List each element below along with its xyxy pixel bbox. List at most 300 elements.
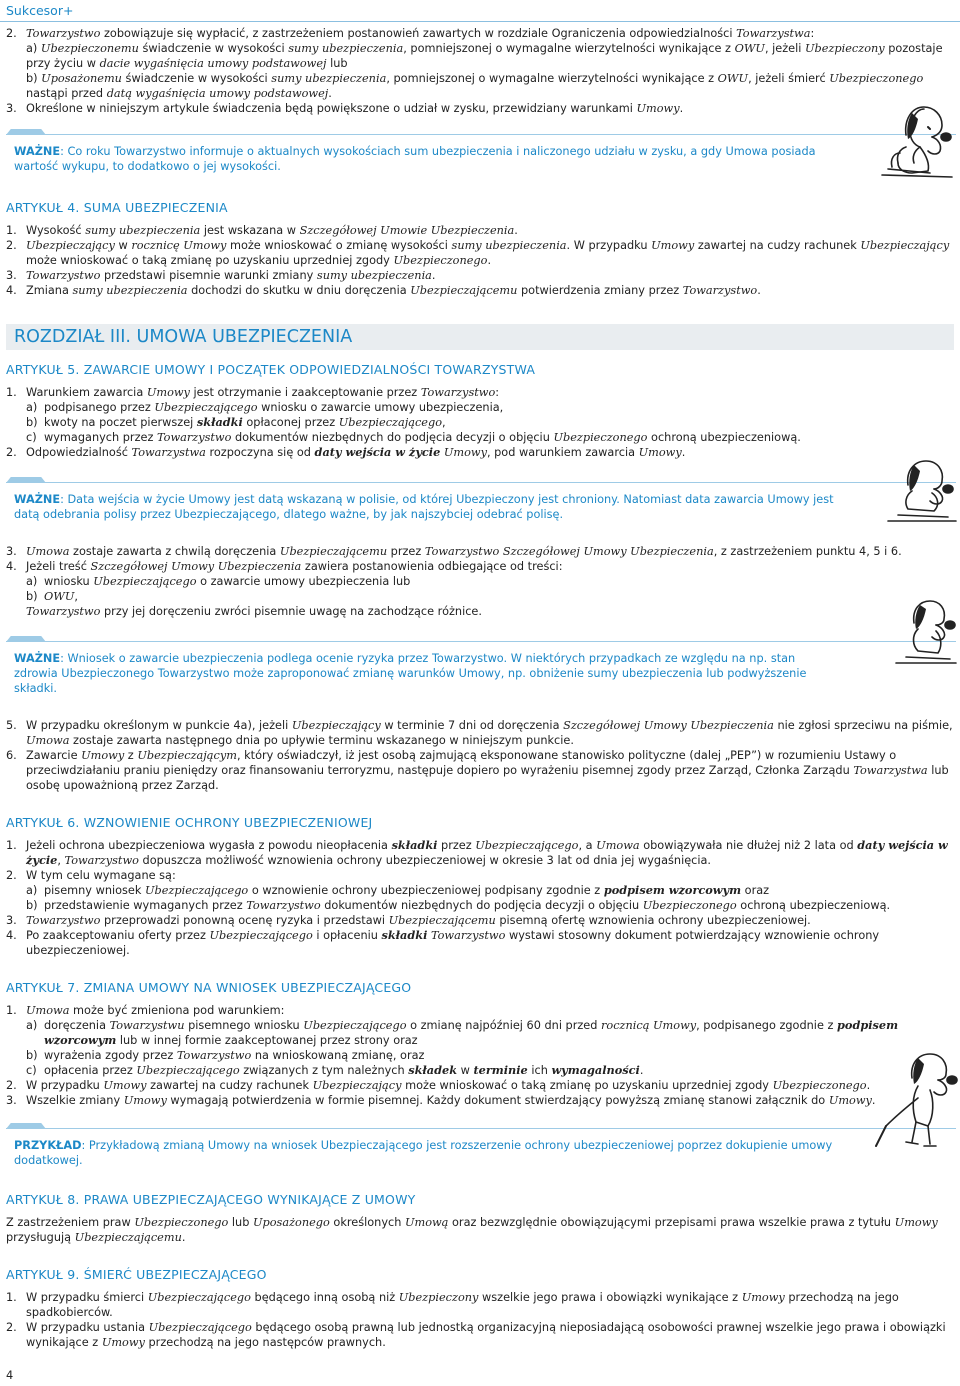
defined-term: Umowy <box>638 446 682 459</box>
text-run: w <box>457 1064 474 1077</box>
numbered-clause <box>6 283 956 298</box>
defined-term: Ubezpieczony <box>805 42 885 55</box>
text-run: : <box>810 27 815 40</box>
defined-term: Uposażonemu <box>41 72 122 85</box>
note-tab <box>6 477 46 483</box>
clause-text <box>26 838 956 868</box>
text-run: zawartej na cudzy rachunek <box>146 1079 313 1092</box>
defined-term: sumy ubezpieczenia <box>271 72 387 85</box>
text-run: , jeżeli śmierć <box>748 72 830 85</box>
text-run: opłacenia przez <box>44 1064 137 1077</box>
defined-term: Szczegółowej Umowy Ubezpieczenia <box>90 560 302 573</box>
clause-number: 6. <box>6 749 17 762</box>
defined-term: sumy ubezpieczenia <box>85 224 201 237</box>
text-run: przy jej doręczeniu zwróci pisemnie uwagę na zachodzące różnice. <box>100 605 482 618</box>
numbered-clause <box>6 1003 956 1018</box>
numbered-clause <box>6 268 956 283</box>
defined-term: Ubezpieczającemu <box>410 284 518 297</box>
text-run: . <box>679 102 684 115</box>
article-6-item-2 <box>6 868 956 883</box>
clause-text <box>44 574 956 589</box>
clause-text <box>26 223 956 238</box>
clause-text <box>44 1048 956 1063</box>
defined-term: Ubezpieczającemu <box>279 545 388 558</box>
clause-number: 5. <box>6 719 17 732</box>
clause-number: a) <box>26 575 38 588</box>
text-run: Jeżeli ochrona ubezpieczeniowa wygasła z powodu nieopłacenia <box>26 839 392 852</box>
defined-term: daty wejścia w życie <box>314 445 441 459</box>
text-run: przedstawienie wymaganych przez <box>44 899 247 912</box>
text-run: W przypadku określonym w punkcie 4a), jeżeli <box>26 719 292 732</box>
clause-text <box>44 1063 956 1078</box>
text-run: wszelkie jego prawa i obowiązki wynikające z <box>478 1291 742 1304</box>
defined-term: Umowy <box>81 749 125 762</box>
clause-number: 2. <box>6 27 17 40</box>
defined-term: Szczegółowej Umowie Ubezpieczenia <box>299 224 515 237</box>
header-rule <box>0 21 960 22</box>
text-run: : <box>495 386 500 399</box>
numbered-clause <box>6 1093 956 1108</box>
defined-term: Umowy <box>123 1094 167 1107</box>
sub-clause <box>6 415 956 430</box>
defined-term: Towarzystwo <box>176 1049 252 1062</box>
clause-text <box>26 1320 956 1350</box>
note-text: : Co roku Towarzystwo informuje o aktualnych wysokościach sum ubezpieczenia i naliczonego udziału w zysku, a gdy Umowa posiada wartość wykupu, to dodatkowo o jej wysokości. <box>14 145 816 173</box>
defined-term: Ubezpieczający <box>291 719 381 732</box>
text-run: z <box>124 749 138 762</box>
defined-term: Ubezpieczonego <box>642 899 737 912</box>
text-run: świadczenie w wysokości <box>121 72 272 85</box>
clause-text <box>44 1018 956 1048</box>
important-note <box>6 482 956 522</box>
defined-term: Umowy <box>103 1079 147 1092</box>
numbered-clause <box>6 928 956 958</box>
document-body <box>6 26 956 1350</box>
text-run: nie zgłosi sprzeciwu na piśmie, <box>773 719 953 732</box>
text-run: Warunkiem zawarcia <box>26 386 147 399</box>
note-text: : Przykładową zmianą Umowy na wniosek Ubezpieczającego jest rozszerzenie ochrony ubezpieczeniowej poprzez dokupienie umowy dodatkowej. <box>14 1139 833 1167</box>
text-run: Wszelkie zmiany <box>26 1094 124 1107</box>
clause-text <box>26 718 956 748</box>
article-5-item-6 <box>6 748 956 793</box>
text-run: Z zastrzeżeniem praw <box>6 1216 135 1229</box>
clause-number: a) <box>26 401 38 414</box>
note-tab <box>6 636 46 642</box>
defined-term: Ubezpieczający <box>860 239 950 252</box>
article-7-heading: ARTYKUŁ 7. ZMIANA UMOWY NA WNIOSEK UBEZPIECZAJĄCEGO <box>6 980 412 995</box>
defined-term: Ubezpieczającego <box>147 1291 251 1304</box>
text-run: , <box>442 416 446 429</box>
defined-term: Umowy <box>651 239 695 252</box>
defined-term: Umowy <box>146 386 190 399</box>
defined-term: Towarzystwo <box>430 929 506 942</box>
clause-text <box>44 415 956 430</box>
snoopy-illustration-icon <box>890 595 958 667</box>
note-label: WAŻNE <box>14 493 61 506</box>
defined-term: składki <box>381 928 428 942</box>
defined-term: podpisem wzorcowym <box>44 1018 899 1047</box>
numbered-clause <box>6 223 956 238</box>
clause-number: 1. <box>6 839 17 852</box>
text-run: wyrażenia zgody przez <box>44 1049 177 1062</box>
text-run: rozpoczyna się od <box>205 446 315 459</box>
defined-term: Ubezpieczonego <box>829 72 924 85</box>
sub-clause <box>6 1063 956 1078</box>
defined-term: Towarzystwa <box>131 446 206 459</box>
defined-term: Towarzystwo <box>26 914 101 927</box>
text-run: . <box>328 87 332 100</box>
clause-text <box>26 1003 956 1018</box>
defined-term: sumy ubezpieczenia <box>316 269 432 282</box>
defined-term: podpisem wzorcowym <box>603 883 742 897</box>
clause-number: b) <box>26 1049 38 1062</box>
clause-number: 3. <box>6 914 17 927</box>
defined-term: Ubezpieczający <box>26 239 115 252</box>
defined-term: Towarzystwu <box>109 1019 185 1032</box>
defined-term: Towarzystwo <box>420 386 496 399</box>
article-4-heading: ARTYKUŁ 4. SUMA UBEZPIECZENIA <box>6 200 228 215</box>
defined-term: Szczegółowej Umowy Ubezpieczenia <box>563 719 774 732</box>
defined-term: terminie <box>473 1063 528 1077</box>
defined-term: Towarzystwa <box>853 764 928 777</box>
article-5-item-4 <box>6 559 956 574</box>
clause-text <box>26 748 956 793</box>
text-run: Odpowiedzialność <box>26 446 132 459</box>
article-6-heading: ARTYKUŁ 6. WZNOWIENIE OCHRONY UBEZPIECZENIOWEJ <box>6 815 373 830</box>
text-run: wniosku o zawarcie umowy ubezpieczenia, <box>257 401 504 414</box>
clause-number: 3. <box>6 269 17 282</box>
article-6-item-2-subs <box>6 883 956 913</box>
defined-term: Ubezpieczonego <box>393 254 488 267</box>
text-run: zawiera postanowienia odbiegające od treści: <box>301 560 563 573</box>
defined-term: Ubezpieczającego <box>209 929 313 942</box>
defined-term: Ubezpieczający <box>312 1079 402 1092</box>
text-run: obowiązywała nie dłużej niż 2 lata od <box>639 839 858 852</box>
text-run: o zawarcie umowy ubezpieczenia lub <box>196 575 411 588</box>
text-run: o wznowienie ochrony ubezpieczeniowej podpisany zgodnie z <box>248 884 604 897</box>
clause-text <box>26 1290 956 1320</box>
defined-term: Towarzystwo <box>26 605 101 618</box>
text-run: oraz <box>741 884 770 897</box>
text-run: przeprowadzi ponowną ocenę ryzyka i przedstawi <box>100 914 389 927</box>
text-run: przechodzą na jego spadkobierców. <box>26 1291 899 1319</box>
text-run: . <box>431 269 436 282</box>
clause-text <box>44 430 956 445</box>
text-run: W przypadku śmierci <box>26 1291 148 1304</box>
text-run: przez <box>437 839 476 852</box>
sub-clause-b <box>26 71 956 101</box>
clause-text <box>26 559 956 574</box>
defined-term: Ubezpieczającego <box>145 884 249 897</box>
defined-term: sumy ubezpieczenia <box>288 42 404 55</box>
text-run: lub w innej formie zaakceptowanej przez strony oraz <box>116 1034 418 1047</box>
clause-number: 1. <box>6 1004 17 1017</box>
text-run: w <box>114 239 132 252</box>
text-run: , z zastrzeżeniem punktu 4, 5 i 6. <box>713 545 902 558</box>
text-run: wystawi stosowny dokument potwierdzający wznowienie ochrony ubezpieczeniowej. <box>26 929 880 957</box>
defined-term: datą wygaśnięcia umowy podstawowej <box>106 87 329 100</box>
sub-clause <box>6 589 956 604</box>
article-7-item-1 <box>6 1003 956 1018</box>
clause-text <box>26 544 956 559</box>
clause-number: 2. <box>6 446 17 459</box>
defined-term: Umowy <box>636 102 680 115</box>
text-run: , pomniejszonej o wymagalne wierzytelności wynikające z <box>386 72 718 85</box>
sub-clause <box>6 1018 956 1048</box>
text-run: potwierdzenia zmiany przez <box>517 284 683 297</box>
text-run: pozostaje przy życiu w <box>26 42 943 70</box>
clause-number: 4. <box>6 929 17 942</box>
text-run: na wnioskowaną zmianę, oraz <box>251 1049 425 1062</box>
sub-clause <box>6 883 956 898</box>
text-run: nastąpi przed <box>26 87 107 100</box>
sub-clause <box>6 898 956 913</box>
defined-term: Ubezpieczającego <box>338 416 442 429</box>
numbered-clause <box>6 1078 956 1093</box>
text-run: pisemnego wniosku <box>184 1019 304 1032</box>
clause-number: 2. <box>6 239 17 252</box>
clause-text <box>26 1093 956 1108</box>
important-note <box>6 134 956 174</box>
article-4-list <box>6 223 956 298</box>
clause-text <box>44 589 956 604</box>
text-run: zostaje zawarta następnego dnia po upływie terminu wskazanego w niniejszym punkcie. <box>69 734 574 747</box>
defined-term: Umowy <box>101 1336 145 1349</box>
text-run: zawartej na cudzy rachunek <box>694 239 861 252</box>
article-5-item-2 <box>6 445 956 460</box>
text-run: Wysokość <box>26 224 86 237</box>
article-9-heading: ARTYKUŁ 9. ŚMIERĆ UBEZPIECZAJĄCEGO <box>6 1267 267 1282</box>
clause-number: 4. <box>6 284 17 297</box>
clause-text <box>26 913 956 928</box>
defined-term: Ubezpieczającym <box>137 749 237 762</box>
text-run: przysługują <box>6 1231 75 1244</box>
sub-clause <box>6 1048 956 1063</box>
clause-text <box>26 868 956 883</box>
article-5-heading: ARTYKUŁ 5. ZAWARCIE UMOWY I POCZĄTEK ODPOWIEDZIALNOŚCI TOWARZYSTWA <box>6 362 536 377</box>
defined-term: Ubezpieczonego <box>134 1216 229 1229</box>
clause-number: 1. <box>6 386 17 399</box>
defined-term: rocznicą Umowy <box>601 1019 697 1032</box>
defined-term: Ubezpieczonego <box>553 431 648 444</box>
text-run: a) <box>26 42 41 55</box>
text-run: lub osobę upoważnioną przez Zarząd. <box>26 764 949 792</box>
text-run: pisemny wniosek <box>44 884 146 897</box>
text-run: Jeżeli treść <box>26 560 91 573</box>
clause-text <box>26 445 956 460</box>
text-run: świadczenie w wysokości <box>138 42 289 55</box>
text-run: przechodzą na jego następców prawnych. <box>144 1336 386 1349</box>
article-5-item-4-subs <box>6 574 956 604</box>
clause-number: 2. <box>6 869 17 882</box>
numbered-clause <box>6 868 956 883</box>
text-run: , pod warunkiem zawarcia <box>486 446 639 459</box>
defined-term: Umowa <box>26 734 70 747</box>
text-run: . <box>514 224 518 237</box>
chapter-3-heading: ROZDZIAŁ III. UMOWA UBEZPIECZENIA <box>6 324 954 350</box>
defined-term: OWU <box>44 590 75 603</box>
defined-term: sumy ubezpieczenia <box>72 284 188 297</box>
text-run: doręczenia <box>44 1019 110 1032</box>
clause-number: 2. <box>6 1079 17 1092</box>
sub-clause <box>6 430 956 445</box>
defined-term: Ubezpieczającego <box>136 1064 240 1077</box>
clause-text <box>26 1078 956 1093</box>
snoopy-illustration-icon <box>868 97 956 181</box>
clause-number: 1. <box>6 1291 17 1304</box>
defined-term: sumy ubezpieczenia <box>451 239 567 252</box>
defined-term: Ubezpieczonego <box>772 1079 867 1092</box>
clause-number: 4. <box>6 560 17 573</box>
text-run: przez <box>387 545 425 558</box>
defined-term: Towarzystwo <box>156 431 232 444</box>
clause-number: c) <box>26 431 37 444</box>
text-run: dochodzi do skutku w dniu doręczenia <box>187 284 411 297</box>
clause-number: b) <box>26 899 38 912</box>
clause-text <box>26 26 956 41</box>
text-run: zostaje zawarta z chwilą doręczenia <box>69 545 280 558</box>
text-run: . <box>639 1064 644 1077</box>
clause-number: 3. <box>6 545 17 558</box>
numbered-clause <box>6 913 956 928</box>
clause-text <box>26 385 956 400</box>
text-run: może być zmieniona pod warunkiem: <box>69 1004 285 1017</box>
text-run: ochroną ubezpieczeniową. <box>736 899 891 912</box>
defined-term: Ubezpieczającego <box>148 1321 252 1334</box>
defined-term: Umową <box>404 1216 449 1229</box>
text-run: Określone w niniejszym artykule świadczenia będą powiększone o udział w zysku, przewidziany warunkami <box>26 102 637 115</box>
article-6-item-3 <box>6 913 956 928</box>
numbered-clause <box>6 385 956 400</box>
defined-term: wymagalności <box>551 1063 640 1077</box>
note-tab <box>6 1123 46 1129</box>
defined-term: Umowa <box>26 1004 70 1017</box>
text-run: ich <box>527 1064 552 1077</box>
numbered-clause <box>6 838 956 868</box>
text-run: opłaconej przez <box>242 416 339 429</box>
defined-term: składki <box>391 838 438 852</box>
clause-number: 1. <box>6 224 17 237</box>
clause-text <box>26 928 956 958</box>
numbered-clause <box>6 748 956 793</box>
defined-term: Ubezpieczającemu <box>74 1231 182 1244</box>
brand-name: Sukcesor+ <box>6 3 74 18</box>
text-run: pisemną ofertę wznowienia ochrony ubezpieczeniowej. <box>495 914 811 927</box>
text-run: dokumentów niezbędnych do podjęcia decyzji o objęciu <box>231 431 554 444</box>
defined-term: Towarzystwa <box>736 27 811 40</box>
example-note <box>6 1128 956 1168</box>
defined-term: Ubezpieczającego <box>154 401 258 414</box>
clause-number: a) <box>26 884 38 897</box>
article-5-item-5 <box>6 718 956 748</box>
text-run: jest wskazana w <box>200 224 300 237</box>
note-label: WAŻNE <box>14 145 61 158</box>
text-run: , a <box>578 839 597 852</box>
note-label: WAŻNE <box>14 652 61 665</box>
defined-term: składek <box>408 1063 458 1077</box>
article-5-item-4-tail <box>6 604 956 619</box>
text-run: jest otrzymanie i zaakceptowanie przez <box>189 386 421 399</box>
text-run: Zmiana <box>26 284 73 297</box>
text-run: i opłaceniu <box>312 929 382 942</box>
text-run: określonych <box>329 1216 405 1229</box>
defined-term: Uposażonego <box>252 1216 330 1229</box>
clause-text <box>44 898 956 913</box>
clause-number: b) <box>26 590 38 603</box>
article-7-item-2 <box>6 1078 956 1093</box>
text-run: w terminie 7 dni od doręczenia <box>380 719 564 732</box>
text-run: . <box>487 254 492 267</box>
text-run: , podpisanego zgodnie z <box>696 1019 838 1032</box>
text-run: przedstawi pisemnie warunki zmiany <box>100 269 317 282</box>
article-9-list <box>6 1290 956 1350</box>
text-run: , <box>57 854 65 867</box>
numbered-clause <box>6 718 956 748</box>
clause-number: 3. <box>6 1094 17 1107</box>
article-7-item-3 <box>6 1093 956 1108</box>
text-run: związanych z tym należnych <box>239 1064 409 1077</box>
numbered-clause <box>6 559 956 574</box>
text-run: o zmianę najpóźniej 60 dni przed <box>406 1019 602 1032</box>
clause-text <box>26 283 956 298</box>
clause-number: b) <box>26 416 38 429</box>
text-run: dopuszcza możliwość wznowienia ochrony ubezpieczeniowej w okresie 3 lat od dnia jej wygaśnięcia. <box>138 854 712 867</box>
text-run: kwoty na poczet pierwszej <box>44 416 197 429</box>
numbered-clause <box>6 445 956 460</box>
defined-term: składki <box>196 415 243 429</box>
clause-number: c) <box>26 1064 37 1077</box>
article-5-item-1 <box>6 385 956 400</box>
clause-text <box>26 238 956 268</box>
text-run: będącego inną osobą niż <box>250 1291 399 1304</box>
defined-term: Umowy <box>443 446 487 459</box>
defined-term: Towarzystwo <box>682 284 758 297</box>
defined-term: Umowy <box>741 1291 785 1304</box>
defined-term: Umowa <box>26 545 70 558</box>
clause-number: 2. <box>6 1321 17 1334</box>
text-run: wymaganych przez <box>44 431 157 444</box>
article-5-item-1-subs <box>6 400 956 445</box>
defined-term: Towarzystwo <box>26 269 101 282</box>
defined-term: rocznicę Umowy <box>131 239 227 252</box>
clause-text <box>44 883 956 898</box>
article-6-item-4 <box>6 928 956 958</box>
defined-term: Towarzystwo Szczegółowej Umowy Ubezpieczenia <box>424 545 714 558</box>
defined-term: Towarzystwo <box>246 899 321 912</box>
text-run: ochroną ubezpieczeniową. <box>647 431 801 444</box>
text-run: wniosku <box>44 575 94 588</box>
text-run: będącego osobą prawną lub jednostką organizacyjną nieposiadającą osobowości prawnej wszelkie jego prawa i obowiązki wynikające z <box>26 1321 946 1349</box>
article-7-item-1-subs <box>6 1018 956 1078</box>
text-run: b) <box>26 72 42 85</box>
numbered-clause <box>6 238 956 268</box>
text-run: może wnioskować o taką zmianę po uzyskaniu uprzedniej zgody <box>26 254 394 267</box>
defined-term: Ubezpieczającego <box>475 839 579 852</box>
article-8-text <box>6 1215 956 1245</box>
text-run: . <box>871 1094 876 1107</box>
text-run: , jeżeli <box>764 42 805 55</box>
text-run: , pomniejszonej o wymagalne wierzytelności wynikające z <box>403 42 735 55</box>
defined-term: daty wejścia w życie <box>26 838 948 867</box>
defined-term: Towarzystwo <box>64 854 139 867</box>
note-label: PRZYKŁAD <box>14 1139 82 1152</box>
text-run: dokumentów niezbędnych do podjęcia decyzji o objęciu <box>320 899 643 912</box>
text-run: wymagają potwierdzenia w formie pisemnej. Każdy dokument stwierdzający powyższą zmianę stanowi załącznik do <box>166 1094 829 1107</box>
text-run: . <box>181 1231 186 1244</box>
text-run: Po zaakceptowaniu oferty przez <box>26 929 210 942</box>
note-text: : Data wejścia w życie Umowy jest datą wskazaną w polisie, od której Ubezpieczony jest chroniony. Natomiast data zawarcia Umowy jest datą odebrania polisy przez Ubezpieczającego, dlatego ważne, by jak najszybciej odebrać polisę. <box>14 493 834 521</box>
sub-clause <box>6 574 956 589</box>
